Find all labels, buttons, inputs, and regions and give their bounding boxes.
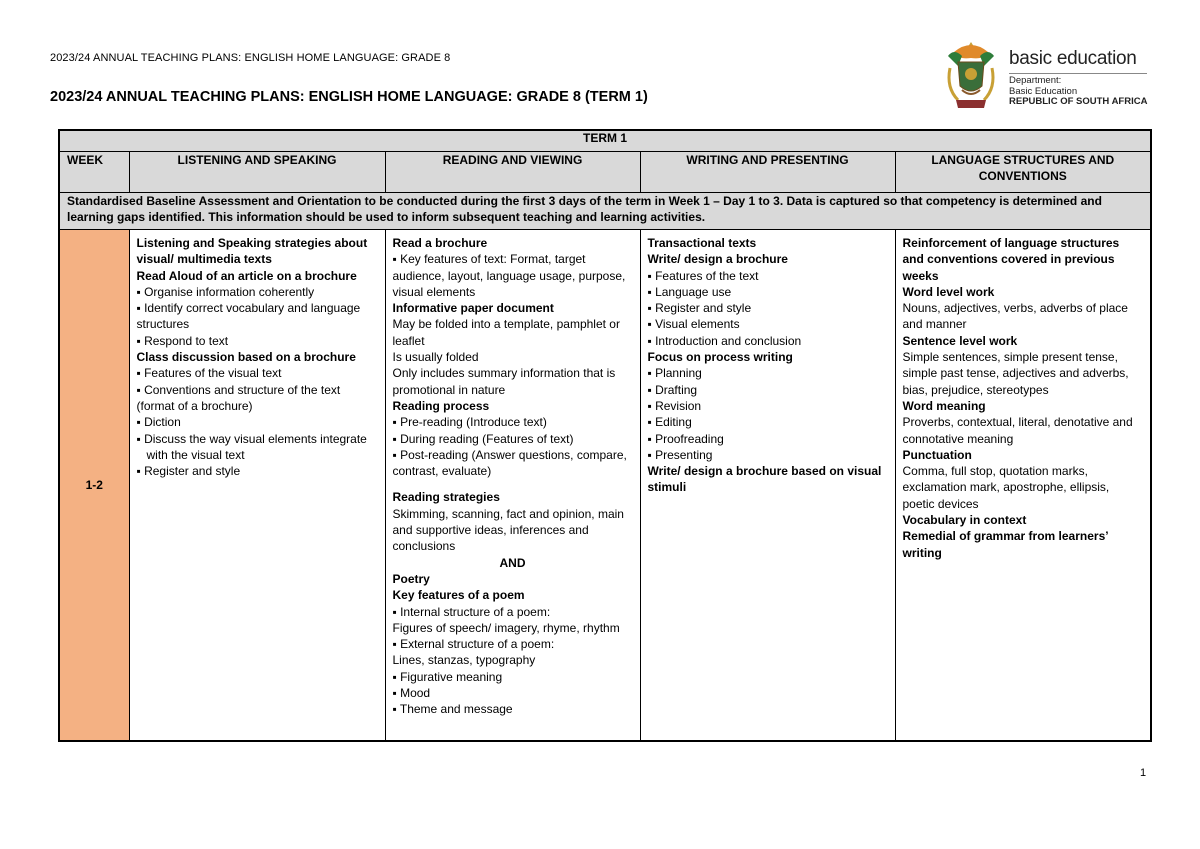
language-item: Word level work xyxy=(902,284,995,299)
spacer xyxy=(393,479,633,489)
listening-item: ▪ Organise information coherently xyxy=(136,284,315,299)
reading-item: ▪ External structure of a poem: xyxy=(392,637,555,652)
brand-divider xyxy=(1009,73,1147,74)
listening-item: Listening and Speaking strategies about visual/ multimedia texts xyxy=(136,236,368,267)
reading-item: Reading process xyxy=(392,398,490,413)
language-item: Comma, full stop, quotation marks, exclamation mark, apostrophe, ellipsis, poetic devices xyxy=(902,464,1110,511)
listening-speaking-cell xyxy=(129,230,385,742)
dept-line-2: Basic Education xyxy=(1009,85,1078,97)
term-row xyxy=(59,130,1151,152)
week-number: 1-2 xyxy=(59,230,129,742)
reading-item: ▪ Internal structure of a poem: xyxy=(392,604,551,619)
writing-item: Write/ design a brochure xyxy=(647,252,788,267)
department-name xyxy=(1009,76,1147,108)
language-item: Word meaning xyxy=(902,398,986,413)
reading-item: Key features of a poem xyxy=(392,588,525,603)
language-item: Proverbs, contextual, literal, denotative and connotative meaning xyxy=(902,415,1133,446)
language-item: Nouns, adjectives, verbs, adverbs of place and manner xyxy=(902,301,1128,332)
reading-item: AND xyxy=(499,555,526,570)
language-item: Reinforcement of language structures and conventions covered in previous weeks xyxy=(902,236,1120,283)
writing-item: Transactional texts xyxy=(647,236,757,250)
reading-item: ▪ Mood xyxy=(392,686,431,701)
writing-item: Focus on process writing xyxy=(647,350,793,365)
column-header-week: WEEK xyxy=(59,152,129,193)
term-heading: TERM 1 xyxy=(59,130,1151,152)
writing-item: Write/ design a brochure based on visual stimuli xyxy=(647,464,882,495)
writing-item: ▪ Introduction and conclusion xyxy=(647,333,802,348)
brand-name: basic education xyxy=(1009,48,1137,69)
listening-item: Read Aloud of an article on a brochure xyxy=(136,268,357,283)
dept-line-3: REPUBLIC OF SOUTH AFRICA xyxy=(1009,96,1148,107)
language-item: Simple sentences, simple present tense, simple past tense, adjectives and adverbs, bias, prejudice, stereotypes xyxy=(902,350,1129,397)
writing-item: ▪ Proofreading xyxy=(647,431,724,446)
writing-item: ▪ Revision xyxy=(647,398,702,413)
reading-item: May be folded into a template, pamphlet or leaflet xyxy=(392,317,620,348)
document-title: 2023/24 ANNUAL TEACHING PLANS: ENGLISH HOME LANGUAGE: GRADE 8 (TERM 1) xyxy=(50,89,648,105)
column-header-reading: READING AND VIEWING xyxy=(385,152,640,193)
writing-item: ▪ Planning xyxy=(647,366,702,381)
reading-item: Poetry xyxy=(392,571,430,586)
reading-item: ▪ Theme and message xyxy=(392,702,513,717)
writing-item: ▪ Visual elements xyxy=(647,317,740,332)
language-item: Vocabulary in context xyxy=(902,513,1027,528)
column-header-row xyxy=(59,152,1151,193)
reading-item: ▪ Post-reading (Answer questions, compare, contrast, evaluate) xyxy=(392,447,627,479)
writing-item: ▪ Drafting xyxy=(647,382,698,397)
writing-item: ▪ Register and style xyxy=(647,301,752,316)
reading-item: Reading strategies xyxy=(392,490,500,505)
listening-item: ▪ Features of the visual text xyxy=(136,366,282,381)
listening-item: ▪ Register and style xyxy=(136,464,241,479)
language-structures-cell xyxy=(895,230,1151,742)
reading-item: Read a brochure xyxy=(392,236,488,250)
listening-item: ▪ Diction xyxy=(136,415,181,430)
teaching-plan-table xyxy=(58,129,1152,742)
column-header-language: LANGUAGE STRUCTURES AND CONVENTIONS xyxy=(895,152,1151,193)
reading-item: ▪ Figurative meaning xyxy=(392,669,503,684)
reading-item: Lines, stanzas, typography xyxy=(392,653,536,668)
dept-line-1: Department: xyxy=(1009,75,1062,86)
department-logo xyxy=(940,38,1155,114)
listening-item: ▪ Identify correct vocabulary and language structures xyxy=(136,301,361,332)
reading-item: Figures of speech/ imagery, rhyme, rhythm xyxy=(392,620,620,635)
writing-item: ▪ Presenting xyxy=(647,447,713,462)
listening-item: ▪ Discuss the way visual elements integrate with the visual text xyxy=(136,431,367,462)
baseline-note-row xyxy=(59,193,1151,230)
writing-item: ▪ Features of the text xyxy=(647,268,759,283)
reading-viewing-cell xyxy=(385,230,640,742)
language-item: Punctuation xyxy=(902,447,972,462)
page-number: 1 xyxy=(1140,767,1147,779)
listening-item: ▪ Respond to text xyxy=(136,333,229,348)
running-header: 2023/24 ANNUAL TEACHING PLANS: ENGLISH HOME LANGUAGE: GRADE 8 xyxy=(50,52,451,64)
reading-item: Skimming, scanning, fact and opinion, main and supportive ideas, inferences and conclusions xyxy=(392,506,624,554)
coat-of-arms-icon xyxy=(940,38,1002,114)
reading-item: Informative paper document xyxy=(392,301,554,316)
reading-item: ▪ Key features of text: Format, target audience, layout, language usage, purpose, visual elements xyxy=(392,252,626,299)
writing-item: ▪ Language use xyxy=(647,284,732,299)
writing-presenting-cell xyxy=(640,230,895,742)
reading-item: ▪ During reading (Features of text) xyxy=(392,431,574,446)
writing-item: ▪ Editing xyxy=(647,415,692,430)
listening-item: ▪ Conventions and structure of the text (format of a brochure) xyxy=(136,382,341,413)
reading-item: Is usually folded xyxy=(392,350,479,365)
language-item: Sentence level work xyxy=(902,333,1018,348)
language-item: Remedial of grammar from learners’ writing xyxy=(902,529,1108,560)
column-header-writing: WRITING AND PRESENTING xyxy=(640,152,895,193)
column-header-listening: LISTENING AND SPEAKING xyxy=(129,152,385,193)
week-row xyxy=(59,230,1151,742)
baseline-note: Standardised Baseline Assessment and Orientation to be conducted during the first 3 days of the term in Week 1 – Day 1 to 3. Data is captured so that competency is determined and learning gaps identified. This information should be used to inform subsequent teaching and learning activities. xyxy=(59,193,1151,230)
listening-item: Class discussion based on a brochure xyxy=(136,350,356,365)
reading-item: Only includes summary information that is promotional in nature xyxy=(392,366,616,397)
reading-item: ▪ Pre-reading (Introduce text) xyxy=(392,415,547,430)
